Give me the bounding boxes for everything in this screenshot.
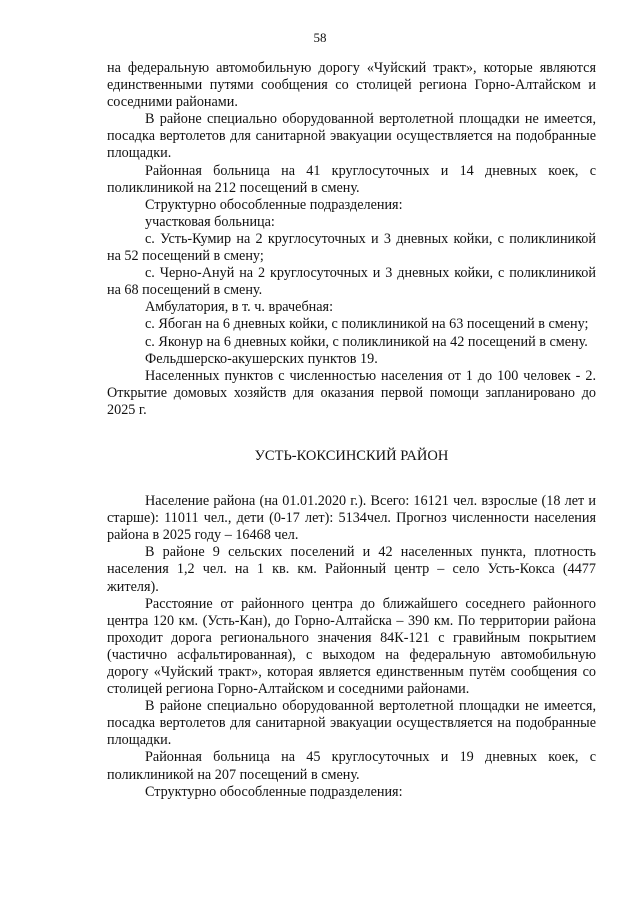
paragraph: Население района (на 01.01.2020 г.). Всего: 16121 чел. взрослые (18 лет и старше): 11011 чел., дети (0-17 лет): 5134чел. Прогноз численности населения района в 2025 году – 16468 чел.	[107, 493, 596, 544]
paragraph: Структурно обособленные подразделения:	[145, 196, 403, 213]
section-title: УСТЬ-КОКСИНСКИЙ РАЙОН	[254, 447, 449, 464]
page-number: 58	[313, 30, 327, 45]
paragraph: В районе специально оборудованной вертолетной площадки не имеется, посадка вертолетов для санитарной эвакуации осуществляется на подобранные площадки.	[107, 698, 596, 749]
paragraph: Амбулатория, в т. ч. врачебная:	[145, 299, 334, 316]
paragraph: Районная больница на 41 круглосуточных и 14 дневных коек, с поликлиникой на 212 посещений в смену.	[107, 162, 596, 196]
paragraph: Фельдшерско-акушерских пунктов 19.	[145, 350, 378, 367]
paragraph: В районе специально оборудованной вертолетной площадки не имеется, посадка вертолетов для санитарной эвакуации осуществляется на подобранные площадки.	[107, 111, 596, 162]
paragraph: с. Ябоган на 6 дневных койки, с поликлиникой на 63 посещений в смену;	[145, 316, 589, 333]
paragraph: на федеральную автомобильную дорогу «Чуйский тракт», которые являются единственными путями сообщения со столицей региона Горно-Алтайском и соседними районами.	[107, 60, 596, 111]
paragraph: Населенных пунктов с численностью населения от 1 до 100 человек - 2. Открытие домовых хозяйств для оказания первой помощи запланировано до 2025 г.	[107, 367, 596, 418]
page-body	[107, 60, 596, 801]
paragraph: с. Яконур на 6 дневных койки, с поликлиникой на 42 посещений в смену.	[145, 333, 588, 350]
paragraph: В районе 9 сельских поселений и 42 населенных пункта, плотность населения 1,2 чел. на 1 кв. км. Районный центр – село Усть-Кокса (4477 жителя).	[107, 544, 596, 595]
paragraph: Расстояние от районного центра до ближайшего соседнего районного центра 120 км. (Усть-Кан), до Горно-Алтайска – 390 км. По территории района проходит дорога регионального значения 84К-121 с гравийным покрытием (частично асфальтированная), с выходом на федеральную автомобильную дорогу «Чуйский тракт», которая является единственным путём сообщения со столицей региона Горно-Алтайском и соседними районами.	[107, 595, 596, 698]
paragraph: Районная больница на 45 круглосуточных и 19 дневных коек, с поликлиникой на 207 посещений в смену.	[107, 749, 596, 783]
paragraph: Структурно обособленные подразделения:	[145, 783, 403, 800]
paragraph: с. Черно-Ануй на 2 круглосуточных и 3 дневных койки, с поликлиникой на 68 посещений в смену.	[107, 265, 596, 299]
paragraph: участковая больница:	[145, 213, 275, 230]
paragraph: с. Усть-Кумир на 2 круглосуточных и 3 дневных койки, с поликлиникой на 52 посещений в смену;	[107, 230, 596, 265]
